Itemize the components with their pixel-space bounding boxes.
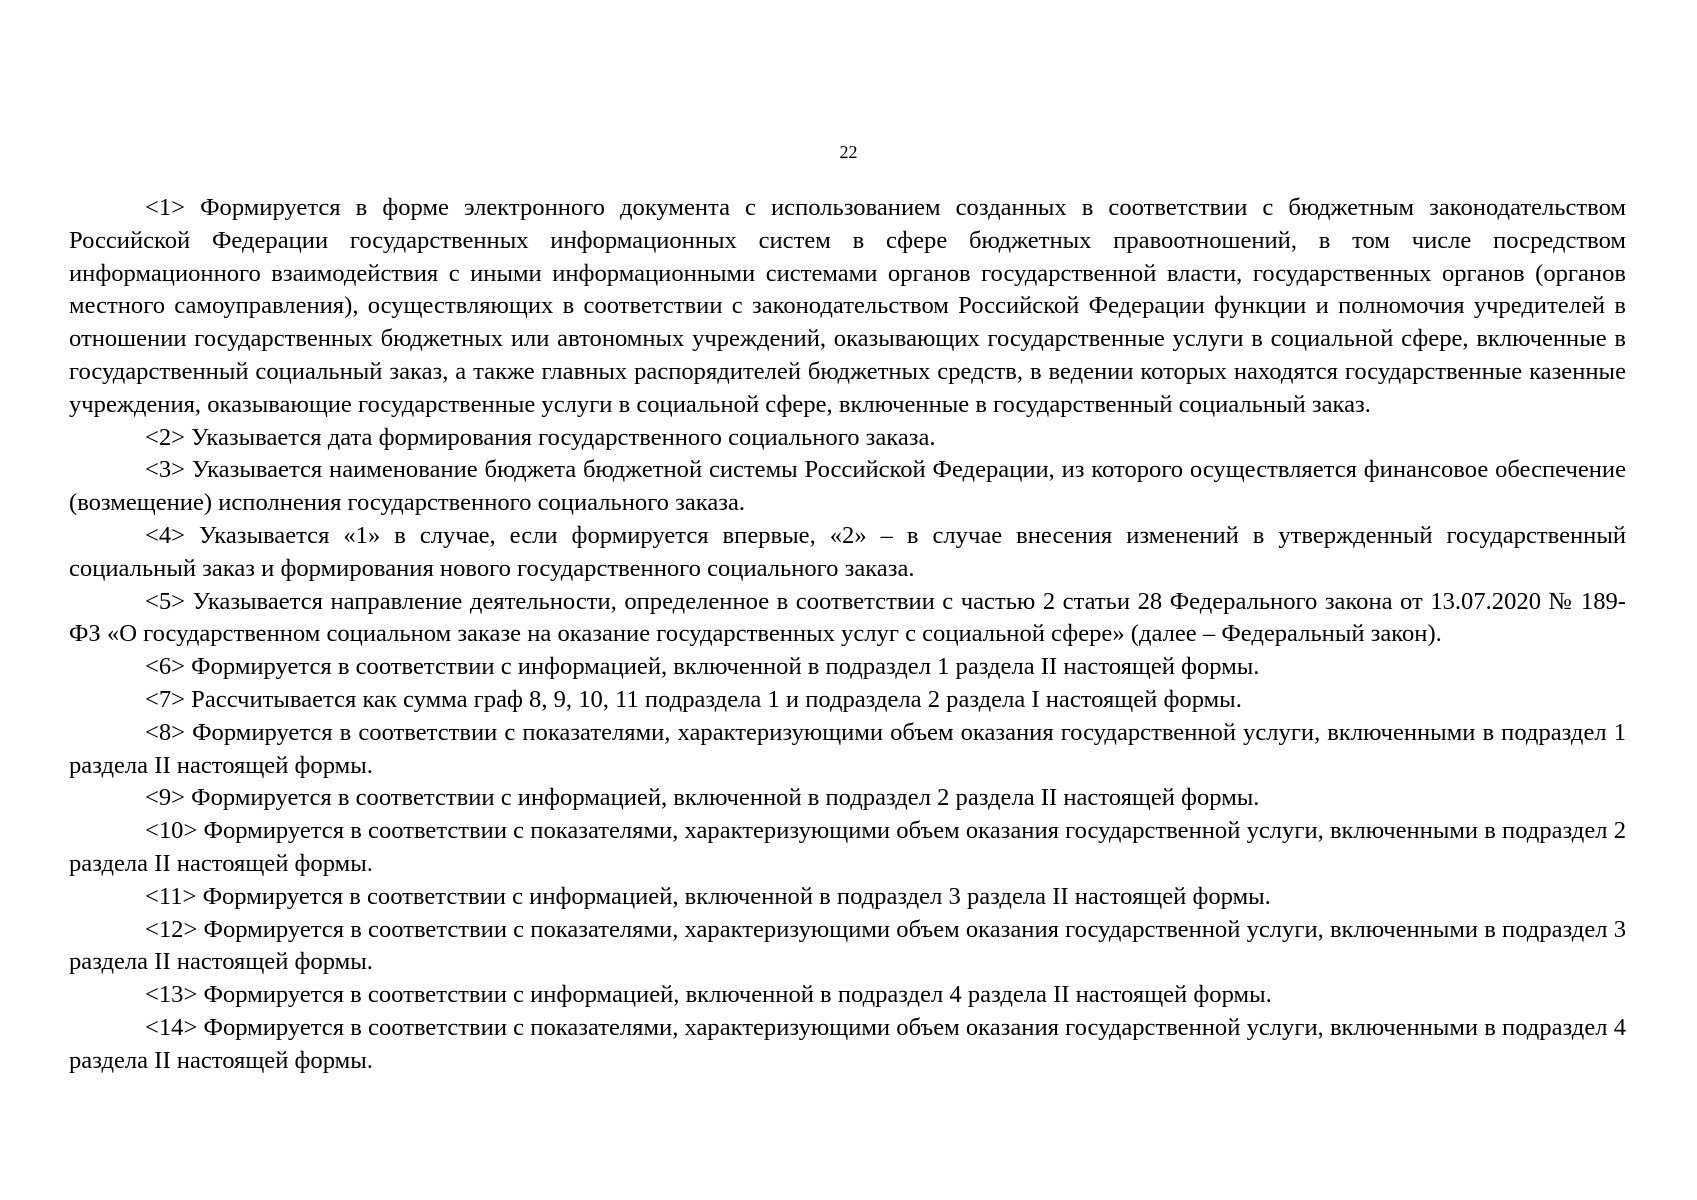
footnote-2: <2> Указывается дата формирования государственного социального заказа. xyxy=(145,423,936,451)
footnote-13: <13> Формируется в соответствии с информацией, включенной в подраздел 4 раздела II настоящей формы. xyxy=(145,981,1272,1009)
footnote-8: <8> Формируется в соответствии с показателями, характеризующими объем оказания государственной услуги, включенными в подраздел 1 раздела II настоящей формы. xyxy=(69,718,1626,779)
page-number: 22 xyxy=(839,142,858,162)
footnote-1: <1> Формируется в форме электронного документа с использованием созданных в соответствии с бюджетным законодательством Российской Федерации государственных информационных систем в сфере бюджетных правоотношений, в том числе посредством информационного взаимодействия с иными информационными системами органов государственной власти, государственных органов (органов местного самоуправления), осуществляющих в соответствии с законодательством Российской Федерации функции и полномочия учредителей в отношении государственных бюджетных или автономных учреждений, оказывающих государственные услуги в социальной сфере, включенные в государственный социальный заказ, а также главных распорядителей бюджетных средств, в ведении которых находятся государственные казенные учреждения, оказывающие государственные услуги в социальной сфере, включенные в государственный социальный заказ. xyxy=(69,194,1626,418)
footnote-11: <11> Формируется в соответствии с информацией, включенной в подраздел 3 раздела II настоящей формы. xyxy=(145,882,1271,910)
footnote-12: <12> Формируется в соответствии с показателями, характеризующими объем оказания государственной услуги, включенными в подраздел 3 раздела II настоящей формы. xyxy=(69,915,1626,976)
footnote-5: <5> Указывается направление деятельности, определенное в соответствии с частью 2 статьи 28 Федерального закона от 13.07.2020 № 189-ФЗ «О государственном социальном заказе на оказание государственных услуг с социальной сфере» (далее – Федеральный закон). xyxy=(69,587,1626,648)
footnote-9: <9> Формируется в соответствии с информацией, включенной в подраздел 2 раздела II настоящей формы. xyxy=(145,784,1260,812)
footnote-6: <6> Формируется в соответствии с информацией, включенной в подраздел 1 раздела II настоящей формы. xyxy=(145,653,1260,681)
footnote-7: <7> Рассчитывается как сумма граф 8, 9, 10, 11 подраздела 1 и подраздела 2 раздела I настоящей формы. xyxy=(145,685,1242,713)
footnote-14: <14> Формируется в соответствии с показателями, характеризующими объем оказания государственной услуги, включенными в подраздел 4 раздела II настоящей формы. xyxy=(69,1013,1626,1074)
footnote-4: <4> Указывается «1» в случае, если формируется впервые, «2» – в случае внесения изменений в утвержденный государственный социальный заказ и формирования нового государственного социального заказа. xyxy=(69,521,1626,582)
footnotes xyxy=(69,192,1626,1078)
footnote-3: <3> Указывается наименование бюджета бюджетной системы Российской Федерации, из которого осуществляется финансовое обеспечение (возмещение) исполнения государственного социального заказа. xyxy=(69,456,1626,517)
footnote-10: <10> Формируется в соответствии с показателями, характеризующими объем оказания государственной услуги, включенными в подраздел 2 раздела II настоящей формы. xyxy=(69,817,1626,877)
